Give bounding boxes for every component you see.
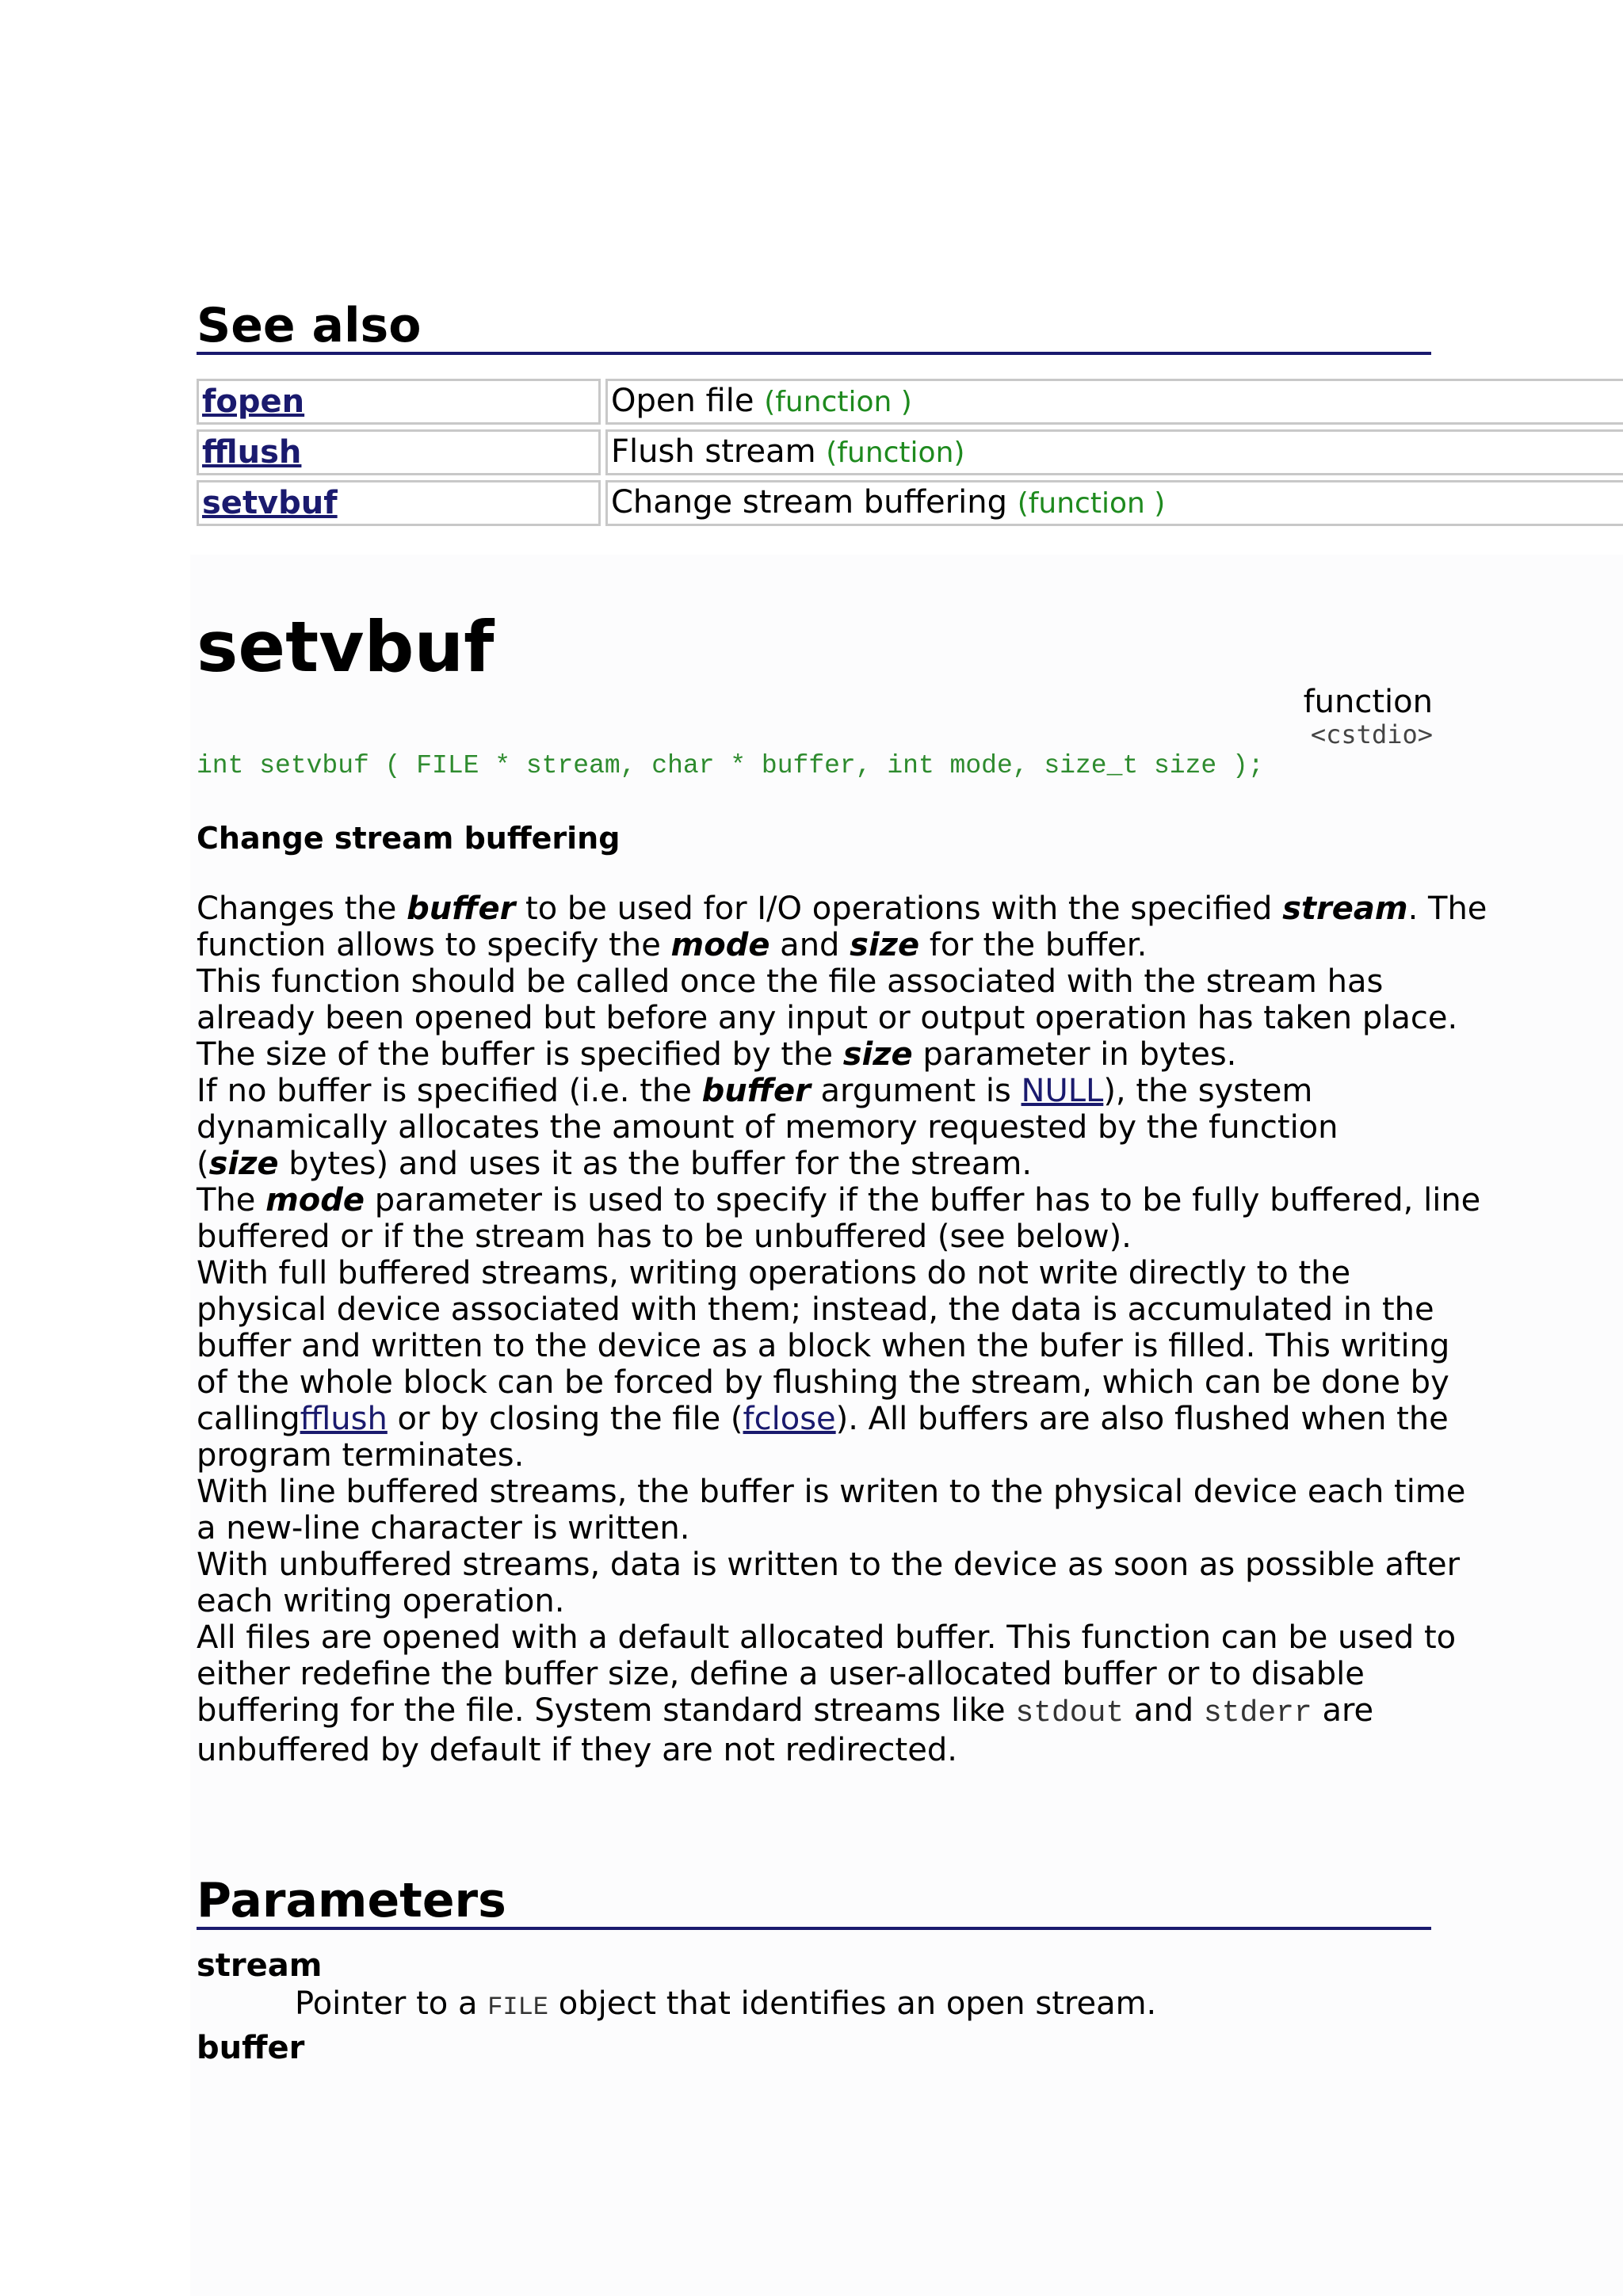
param-desc-stream: Pointer to a FILE object that identifies an open stream.: [295, 1985, 1157, 2022]
see-also-desc: Change stream buffering: [611, 484, 1007, 521]
description-line: either redefine the buffer size, define a user-allocated buffer or to disable: [197, 1656, 1365, 1692]
description-line: If no buffer is specified (i.e. the buffer argument is NULL), the system: [197, 1073, 1313, 1109]
see-also-heading: See also: [197, 299, 1431, 355]
description-line: With unbuffered streams, data is written to the device as soon as possible after: [197, 1547, 1461, 1583]
description-line: buffering for the file. System standard streams like stdout and stderr are: [197, 1692, 1374, 1730]
link-fflush-inline[interactable]: fflush: [300, 1401, 388, 1437]
table-row: [197, 429, 1623, 475]
code-stderr: stderr: [1203, 1696, 1312, 1730]
see-also-desc-cell: [605, 429, 1623, 475]
see-also-table: [192, 374, 1623, 531]
param-ref: stream: [1282, 891, 1408, 927]
description-line: physical device associated with them; instead, the data is accumulated in the: [197, 1291, 1434, 1328]
link-setvbuf[interactable]: setvbuf: [202, 485, 338, 521]
table-row: [197, 480, 1623, 526]
function-prototype: int setvbuf ( FILE * stream, char * buffer, int mode, size_t size );: [197, 751, 1264, 780]
description-line: dynamically allocates the amount of memory requested by the function: [197, 1109, 1338, 1146]
description-line: callingfflush or by closing the file (fclose). All buffers are also flushed when the: [197, 1401, 1449, 1437]
see-also-desc: Open file: [611, 383, 754, 419]
description-line: The size of the buffer is specified by the size parameter in bytes.: [197, 1036, 1237, 1073]
description-line: Changes the buffer to be used for I/O operations with the specified stream. The: [197, 891, 1487, 927]
description-line: a new-line character is written.: [197, 1510, 690, 1547]
kind-label: (function): [826, 437, 965, 469]
description-line: already been opened but before any input or output operation has taken place.: [197, 1000, 1458, 1036]
param-ref: size: [842, 1036, 913, 1073]
param-name-stream: stream: [197, 1947, 323, 1984]
description-line: (size bytes) and uses it as the buffer for the stream.: [197, 1146, 1033, 1182]
see-also-name-cell: [197, 429, 601, 475]
description-line: of the whole block can be forced by flushing the stream, which can be done by: [197, 1364, 1449, 1401]
description-line: function allows to specify the mode and size for the buffer.: [197, 927, 1148, 963]
see-also-name-cell: [197, 480, 601, 526]
parameters-heading: Parameters: [197, 1875, 1431, 1930]
link-fflush[interactable]: fflush: [202, 434, 302, 471]
param-ref: mode: [670, 927, 770, 963]
kind-label: (function ): [1017, 487, 1166, 520]
link-fopen[interactable]: fopen: [202, 383, 305, 420]
link-fclose[interactable]: fclose: [743, 1401, 836, 1437]
code-stdout: stdout: [1015, 1696, 1125, 1730]
description-line: The mode parameter is used to specify if the buffer has to be fully buffered, line: [197, 1182, 1481, 1219]
code-file: FILE: [487, 1993, 548, 2022]
description-line: With line buffered streams, the buffer is writen to the physical device each time: [197, 1474, 1466, 1510]
param-ref: size: [208, 1146, 279, 1182]
param-name-buffer: buffer: [197, 2030, 305, 2066]
description-line: each writing operation.: [197, 1583, 565, 1619]
param-ref: mode: [265, 1182, 365, 1219]
function-summary: Change stream buffering: [197, 821, 621, 856]
function-title: setvbuf: [197, 606, 495, 688]
see-also-name-cell: [197, 379, 601, 425]
description-line: buffered or if the stream has to be unbuffered (see below).: [197, 1219, 1132, 1255]
param-ref: buffer: [407, 891, 516, 927]
see-also-desc-cell: [605, 480, 1623, 526]
description-line: This function should be called once the file associated with the stream has: [197, 963, 1384, 1000]
function-kind-label: function: [1303, 684, 1433, 720]
link-null[interactable]: NULL: [1021, 1073, 1104, 1109]
description-line: program terminates.: [197, 1437, 525, 1474]
param-ref: buffer: [701, 1073, 811, 1109]
see-also-desc-cell: [605, 379, 1623, 425]
description-line: unbuffered by default if they are not redirected.: [197, 1732, 957, 1768]
header-file-label: <cstdio>: [1310, 719, 1433, 749]
see-also-desc: Flush stream: [611, 433, 816, 470]
table-row: [197, 379, 1623, 425]
description-line: buffer and written to the device as a block when the bufer is filled. This writing: [197, 1328, 1450, 1364]
kind-label: (function ): [764, 386, 912, 418]
param-ref: size: [850, 927, 920, 963]
description-line: All files are opened with a default allocated buffer. This function can be used to: [197, 1619, 1457, 1656]
description-line: With full buffered streams, writing operations do not write directly to the: [197, 1255, 1351, 1291]
function-description: [197, 891, 1487, 1768]
